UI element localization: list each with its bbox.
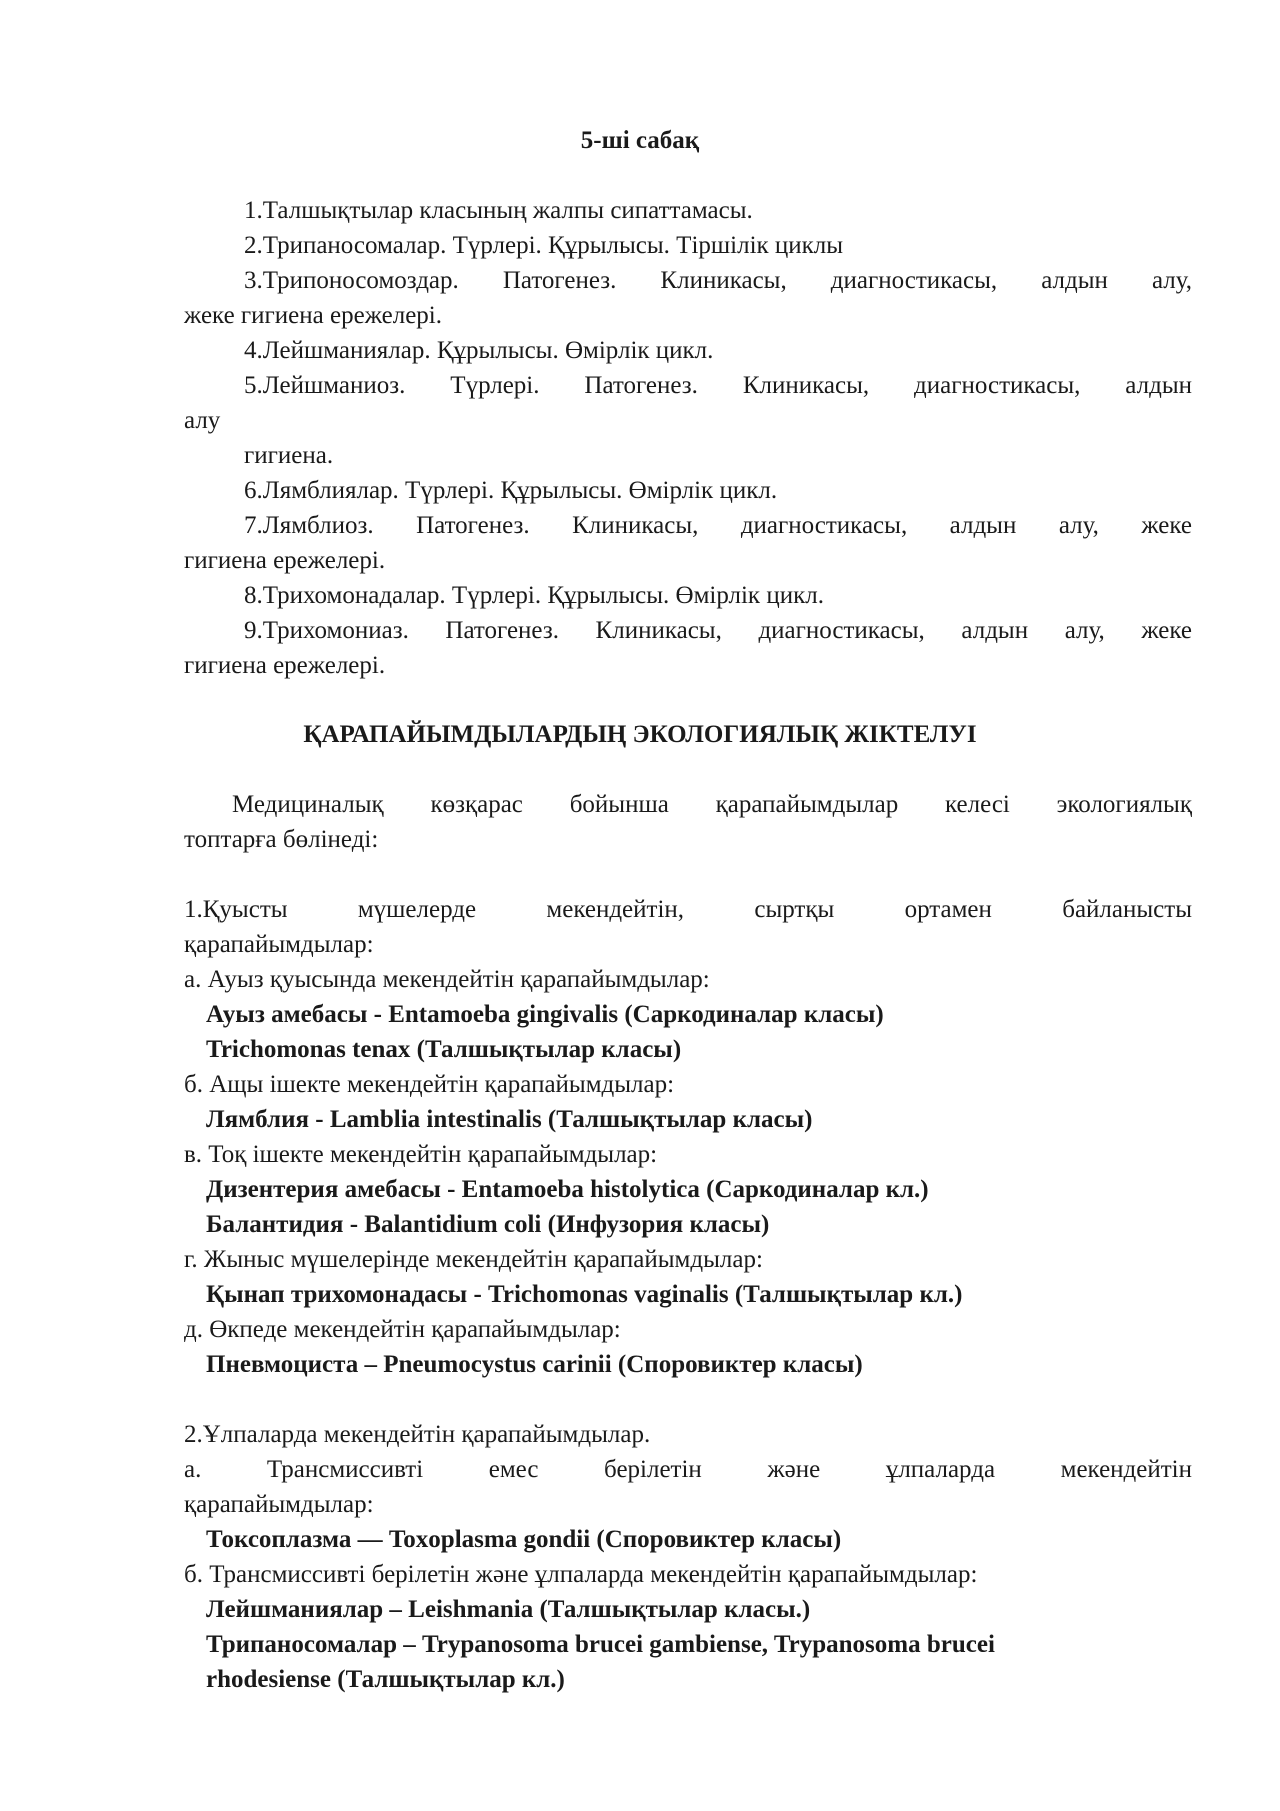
organism-item: rhodesiense (Талшықтылар кл.) [206, 1666, 565, 1693]
organism-item: Ауыз амебасы - Entamoeba gingivalis (Саркодиналар класы) [206, 1001, 884, 1028]
topic-line: алу [184, 407, 221, 434]
section-title: ҚАРАПАЙЫМДЫЛАРДЫҢ ЭКОЛОГИЯЛЫҚ ЖІКТЕЛУІ [303, 721, 977, 748]
lesson-title: 5-ші сабақ [580, 127, 700, 154]
topic-line: гигиена ережелері. [184, 652, 386, 679]
topic-line: гигиена ережелері. [184, 547, 386, 574]
organism-item: Балантидия - Balantidium coli (Инфузория класы) [206, 1211, 770, 1238]
topic-line: жеке гигиена ережелері. [184, 302, 442, 329]
topic-line: 4.Лейшманиялар. Құрылысы. Өмірлік цикл. [244, 337, 714, 364]
organism-item: Лямблия - Lamblia intestinalis (Талшықтылар класы) [206, 1106, 813, 1133]
organism-item: Қынап трихомонадасы - Trichomonas vaginalis (Талшықтылар кл.) [206, 1281, 963, 1308]
subgroup-label-cont: қарапайымдылар: [184, 1491, 374, 1518]
subgroup-label: в. Тоқ ішекте мекендейтін қарапайымдылар: [184, 1141, 658, 1168]
intro-line: топтарға бөлінеді: [184, 826, 379, 853]
subgroup-label: д. Өкпеде мекендейтін қарапайымдылар: [184, 1316, 621, 1343]
topic-line: 3.Трипоносомоздар. Патогенез. Клиникасы, диагностикасы, алдын алу, [244, 267, 1192, 294]
subgroup-label: г. Жыныс мүшелерінде мекендейтін қарапайымдылар: [184, 1246, 763, 1273]
organism-item: Trichomonas tenax (Талшықтылар класы) [206, 1036, 682, 1063]
organism-item: Дизентерия амебасы - Entamoeba histolytica (Саркодиналар кл.) [206, 1176, 929, 1203]
subgroup-label: а. Трансмиссивті емес берілетін және ұлпаларда мекендейтін [184, 1456, 1192, 1483]
topic-line: 1.Талшықтылар класының жалпы сипаттамасы. [244, 197, 753, 224]
subgroup-label: б. Трансмиссивті берілетін және ұлпаларда мекендейтін қарапайымдылар: [184, 1561, 978, 1588]
group1-heading: 1.Қуысты мүшелерде мекендейтін, сыртқы ортамен байланысты [184, 896, 1192, 923]
organism-item: Токсоплазма — Toxoplasma gondii (Споровиктер класы) [206, 1526, 842, 1553]
group2-heading: 2.Ұлпаларда мекендейтін қарапайымдылар. [184, 1421, 651, 1448]
organism-item: Лейшманиялар – Leishmania (Талшықтылар класы.) [206, 1596, 811, 1623]
topic-line: 5.Лейшманиоз. Түрлері. Патогенез. Клиникасы, диагностикасы, алдын [244, 372, 1192, 399]
organism-item: Трипаносомалар – Trypanosoma brucei gambiense, Trypanosoma brucei [206, 1631, 995, 1658]
subgroup-label: б. Ащы ішекте мекендейтін қарапайымдылар: [184, 1071, 675, 1098]
topic-line: 2.Трипаносомалар. Түрлері. Құрылысы. Тіршілік циклы [244, 232, 844, 259]
topic-line: гигиена. [244, 442, 334, 469]
topic-line: 9.Трихомониаз. Патогенез. Клиникасы, диагностикасы, алдын алу, жеке [244, 617, 1192, 644]
organism-item: Пневмоциста – Pneumocystus carinii (Споровиктер класы) [206, 1351, 863, 1378]
intro-line: Медициналық көзқарас бойынша қарапайымдылар келесі экологиялық [232, 791, 1192, 818]
group1-heading-cont: қарапайымдылар: [184, 931, 374, 958]
topic-line: 7.Лямблиоз. Патогенез. Клиникасы, диагностикасы, алдын алу, жеке [244, 512, 1192, 539]
subgroup-label: а. Ауыз қуысында мекендейтін қарапайымдылар: [184, 966, 710, 993]
topic-line: 8.Трихомонадалар. Түрлері. Құрылысы. Өмірлік цикл. [244, 582, 824, 609]
topic-line: 6.Лямблиялар. Түрлері. Құрылысы. Өмірлік цикл. [244, 477, 778, 504]
